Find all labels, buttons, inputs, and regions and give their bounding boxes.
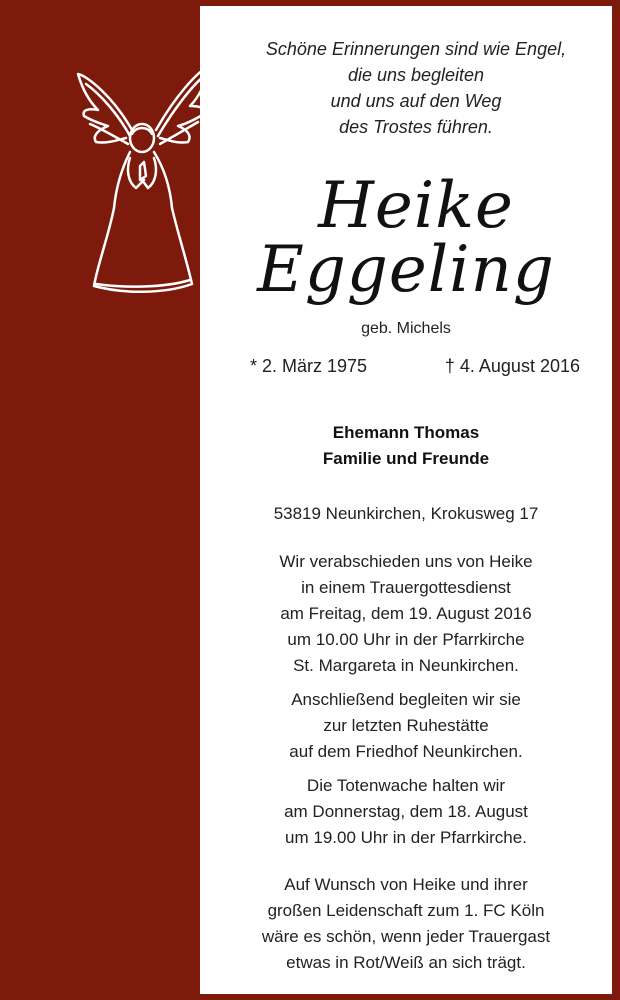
paragraph-line: um 19.00 Uhr in der Pfarrkirche. (285, 828, 527, 847)
paragraph-line: Die Totenwache halten wir (306, 776, 506, 795)
paragraph-line: etwas in Rot/Weiß an sich trägt. (286, 953, 526, 972)
wish-paragraph (200, 872, 612, 976)
vigil-paragraph (200, 773, 612, 851)
motto (210, 36, 620, 140)
motto-line: und uns auf den Weg (330, 91, 502, 111)
mourner-line: Familie und Freunde (322, 449, 490, 468)
motto-line: Schöne Erinnerungen sind wie Engel, (265, 39, 567, 59)
text-panel (200, 6, 612, 994)
maiden-name: geb. Michels (361, 320, 451, 337)
paragraph-line: auf dem Friedhof Neunkirchen. (289, 742, 523, 761)
paragraph-line: Anschließend begleiten wir sie (291, 690, 521, 709)
paragraph-line: großen Leidenschaft zum 1. FC Köln (267, 901, 545, 920)
paragraph-line: am Freitag, dem 19. August 2016 (280, 604, 532, 623)
last-name: Eggeling (257, 233, 555, 307)
paragraph-line: wäre es schön, wenn jeder Trauergast (261, 927, 551, 946)
paragraph-line: Wir verabschieden uns von Heike (279, 552, 533, 571)
paragraph-line: St. Margareta in Neunkirchen. (293, 656, 519, 675)
birth-date: * 2. März 1975 (250, 356, 368, 376)
mourners (200, 420, 612, 472)
angel-icon (74, 58, 214, 298)
motto-line: des Trostes führen. (339, 117, 493, 137)
paragraph-line: in einem Trauergottesdienst (301, 578, 511, 597)
address: 53819 Neunkirchen, Krokusweg 17 (273, 504, 539, 523)
burial-paragraph (200, 687, 612, 765)
paragraph-line: um 10.00 Uhr in der Pfarrkirche (287, 630, 525, 649)
death-date: † 4. August 2016 (444, 356, 580, 376)
paragraph-line: am Donnerstag, dem 18. August (284, 802, 528, 821)
first-name: Heike (318, 169, 514, 243)
paragraph-line: Auf Wunsch von Heike und ihrer (284, 875, 528, 894)
life-dates (250, 356, 580, 377)
mourner-line: Ehemann Thomas (332, 423, 480, 442)
left-decorative-strip (38, 6, 200, 994)
service-paragraph (200, 549, 612, 679)
motto-line: die uns begleiten (347, 65, 485, 85)
paragraph-line: zur letzten Ruhestätte (323, 716, 489, 735)
